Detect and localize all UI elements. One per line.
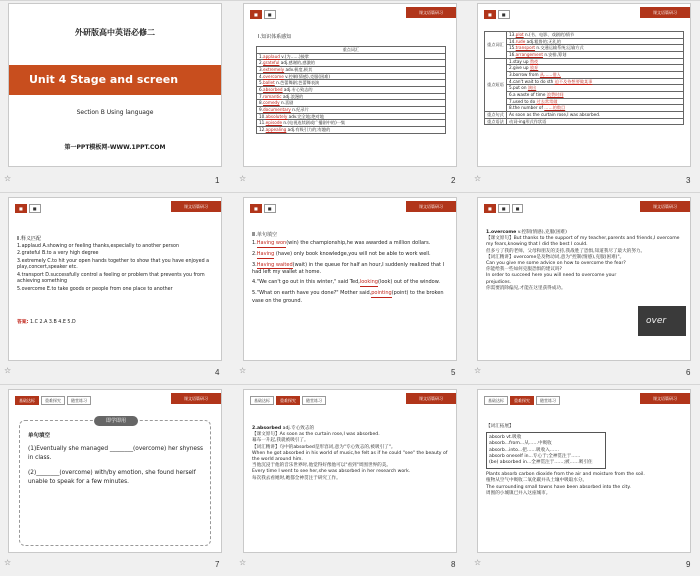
item-number: 3.	[259, 67, 263, 73]
item-number: 4.	[509, 78, 513, 84]
tab-bar	[484, 396, 560, 405]
slide-heading: Ⅰ.知识体系感知	[258, 34, 292, 40]
tab-bar	[484, 10, 510, 19]
vocab-word: transport	[515, 45, 536, 51]
vocab-row	[257, 93, 446, 100]
vocab-row	[257, 113, 446, 120]
tab-marker: ■	[15, 204, 27, 213]
vocab-label: 重点词汇	[485, 32, 507, 59]
item-number: 14.	[509, 38, 516, 44]
vocab-definition: adj.专心致志的	[282, 87, 313, 93]
translation: 你能给我一些如何克服恐惧的建议吗?	[486, 267, 562, 273]
expand-heading: 【词汇拓展】	[486, 424, 514, 429]
vocab-cell	[257, 100, 446, 107]
vocab-word: plot	[515, 32, 524, 37]
vocab-word: absorbed	[263, 87, 283, 93]
vocab-row	[257, 53, 446, 60]
item-suffix: (win) the championship,he was awarded a million dollars.	[286, 240, 431, 246]
vocab-definition: adj.粗鲁的;无礼的	[525, 38, 561, 44]
tab-practice[interactable]: 随堂练习	[67, 396, 91, 405]
matching-line: 2.grateful B.to a very high degree	[17, 251, 99, 257]
tab-marker: ■	[264, 10, 276, 19]
section-banner: 课文语篇研习	[640, 393, 690, 404]
title-band	[9, 65, 221, 95]
item-number: 6.	[509, 92, 513, 98]
tab-practice[interactable]: 随堂练习	[302, 396, 326, 405]
vocab-definition: adj.浪漫的	[281, 93, 304, 99]
fill-blank-item	[252, 262, 448, 277]
explanation-line: When he got absorbed in his world of music,he felt as if he could "see" the beauty of the world around him.	[252, 450, 448, 462]
star-icon[interactable]: ☆	[4, 366, 12, 375]
item-number: 1.	[509, 58, 513, 64]
image-caption: over	[646, 316, 667, 326]
vocab-word: rude	[515, 38, 526, 44]
phrase-row	[485, 92, 684, 99]
vocab-definition: n.纪录片	[290, 107, 309, 113]
vocab-word: applaud	[263, 53, 280, 59]
vocab-cell	[507, 32, 684, 39]
tab-bar	[484, 204, 523, 213]
slide-number: 7	[215, 560, 220, 569]
item-number: 1.	[259, 53, 263, 59]
fill-blank-item	[252, 279, 448, 287]
vocab-definition: n.交通运输系统;运输方式	[535, 45, 584, 51]
slide-number: 3	[686, 176, 691, 185]
star-icon[interactable]: ☆	[474, 558, 482, 567]
phrase-answer: 放弃	[529, 65, 539, 71]
phrase-text: the number of	[513, 105, 545, 111]
explanation-line: 每次我去看她时,她都全神贯注于研究工作。	[252, 475, 341, 481]
tab-marker: ■	[250, 10, 262, 19]
expansion-item: absorb...into...把……吸收入……	[489, 447, 559, 453]
tab-bar	[15, 396, 91, 405]
vocab-row	[485, 45, 684, 52]
item-suffix: (wait) in the queue for half an hour,I suddenly realized that I had left my wallet at home.	[252, 261, 445, 276]
item-number: 13.	[509, 32, 516, 37]
vocab-word: appealing	[265, 127, 287, 133]
item-number: 8.	[509, 105, 513, 111]
item-number: 7.	[259, 93, 263, 99]
vocab-row	[257, 87, 446, 94]
vocab-definition: adj.感谢的,感激的	[279, 60, 315, 66]
vocab-definition: adj.有吸引力的;有趣的	[286, 127, 331, 133]
phrase-label: 重点短语	[485, 58, 507, 111]
translation: 但多亏了我的老师、父母和朋友的支持,我战胜了恐惧,知道我尽了最大的努力。	[486, 248, 646, 254]
vocab-word: romantic	[263, 93, 282, 99]
vocab-cell	[257, 127, 446, 134]
slide-heading: Ⅱ.释义匹配	[17, 236, 42, 242]
vocab-row	[257, 120, 446, 127]
phrase-cell	[507, 105, 684, 112]
translation: 你需要消除偏见,才能在这里获得成功。	[486, 285, 566, 291]
content-block	[486, 424, 684, 497]
slide-number: 5	[451, 368, 456, 377]
matching-line: 5.overcome E.to take goods or people from one place to another	[17, 286, 173, 292]
phrase-cell	[507, 92, 684, 99]
tab-marker: ■	[264, 204, 276, 213]
vocab-row	[257, 80, 446, 87]
tab-key-points[interactable]: 重难探究	[510, 396, 534, 405]
vocab-row	[257, 67, 446, 74]
vocab-row	[257, 107, 446, 114]
phrase-text: stay up	[513, 58, 530, 64]
phrase-row	[485, 105, 684, 112]
vocab-table	[256, 46, 446, 134]
tab-marker: ■	[512, 204, 524, 213]
vocab-word: documentary	[263, 107, 291, 113]
vocab-row	[257, 127, 446, 134]
vocab-word: ballet	[263, 80, 275, 86]
tab-foundation[interactable]: 基础达标	[15, 396, 39, 405]
section-banner: 课文语篇研习	[406, 393, 456, 404]
vocab-row	[257, 100, 446, 107]
phrase-cell	[507, 85, 684, 92]
slide-number: 2	[451, 176, 456, 185]
slide-number: 6	[686, 368, 691, 377]
star-icon[interactable]: ☆	[4, 558, 12, 567]
phrase-cell	[507, 98, 684, 105]
vocab-cell	[257, 93, 446, 100]
translation: 周围的小城镇已并入这座城市。	[486, 490, 551, 496]
slide-thumbnail-2[interactable]	[243, 3, 457, 167]
vocab-word: extremely	[263, 67, 285, 73]
explanation-line: 当他沉浸于他的音乐世界时,他觉得好像他可以"看到"周围世界的美。	[252, 463, 391, 469]
vocab-word: grateful	[263, 60, 280, 66]
item-number: 10.	[259, 113, 266, 119]
section-banner: 课文语篇研习	[171, 201, 221, 212]
item-number: 6.	[259, 87, 263, 93]
item-number: 9.	[259, 107, 263, 113]
tab-bar	[250, 10, 276, 19]
answer-label: 答案:	[17, 320, 29, 325]
tab-marker: ■	[484, 10, 496, 19]
fill-blank-list	[252, 240, 448, 307]
vocab-definition: n.(书、电影、戏剧的)情节	[523, 32, 575, 37]
expansion-item: absorb vt.吸收	[489, 435, 522, 441]
answer-line	[17, 320, 76, 326]
slide-thumbnail-5[interactable]	[243, 197, 457, 361]
expansion-item: absorb...from...从……中吸收	[489, 441, 552, 447]
matching-line: 4.transport D.successfully control a feeling or problem that prevents you from achieving something	[17, 272, 205, 285]
phrase-answer: 浪费时间	[546, 92, 564, 98]
slide-thumbnail-7[interactable]	[8, 389, 222, 553]
section-banner: 课文语篇研习	[406, 7, 456, 18]
explanation: 【词汇精讲】overcome是及物动词,意为"控制(情感),克服(困难)"。	[486, 254, 625, 260]
expansion-item: absorb oneself in...专心于;全神贯注于……	[489, 453, 581, 459]
vocab-cell	[257, 67, 446, 74]
explanation-line: Every time I went to see her,she was absorbed in her research work.	[252, 469, 411, 475]
exercise-item-2: (2)________(overcome) with/by emotion, she found herself unable to speak for a few minutes.	[28, 470, 196, 486]
content-block	[486, 230, 684, 292]
tab-marker: ■	[498, 204, 510, 213]
item-prefix: 4."We can't go out in this winter," said Ted,	[252, 279, 360, 285]
matching-list	[17, 244, 213, 294]
vocab-word: arrangement	[515, 52, 544, 58]
vocab-definition: v.控制(情感),克服(困难)	[283, 73, 330, 79]
example-sentence: In order to succeed here you will need to overcome your prejudices.	[486, 273, 617, 285]
phrase-answer: 过去常常做	[536, 98, 558, 104]
vocab-row	[257, 73, 446, 80]
tab-foundation[interactable]: 基础达标	[484, 396, 508, 405]
illustration-image	[638, 306, 686, 336]
slide-number: 1	[215, 176, 220, 185]
example-sentence: Plants absorb carbon dioxide from the air and moisture from the soil.	[486, 472, 645, 478]
tab-marker: ■	[498, 10, 510, 19]
phrase-row	[485, 72, 684, 79]
content-block	[252, 426, 450, 482]
vocab-row	[485, 38, 684, 45]
vocab-definition: n.(电视连续剧或广播剧中的)一集	[282, 120, 346, 126]
vocab-definition: n.喜剧	[279, 100, 294, 106]
tab-foundation[interactable]: 基础达标	[250, 396, 274, 405]
phrase-answer: ……的数目	[544, 105, 566, 111]
star-icon[interactable]: ☆	[474, 174, 482, 183]
answer-blank: pointing	[371, 289, 392, 296]
slide-thumbnail-8[interactable]	[243, 389, 457, 553]
original-sentence: 【课文原句】But thanks to the support of my teacher,parents and friends,I overcome my fears,knowing that I did the best I could.	[486, 236, 680, 248]
exercise-box	[19, 420, 211, 546]
explanation-list	[252, 432, 450, 482]
tab-key-points[interactable]: 重难探究	[41, 396, 65, 405]
phrase-cell	[507, 78, 684, 85]
item-number: 2.	[259, 60, 263, 66]
matching-line: 1.applaud A.showing or feeling thanks,especially to another person	[17, 244, 180, 249]
item-number: 2.	[509, 65, 513, 71]
matching-line: 3.extremely C.to hit your open hands together to show that you have enjoyed a play,concert,speaker etc.	[17, 258, 210, 271]
explanation-line: 【词汇精讲】句中的absorbed是形容词,意为"专心致志的,被吸引了"。	[252, 444, 396, 450]
unit-title: Unit 4 Stage and screen	[29, 73, 179, 86]
vocab-definition: n.芭蕾舞剧;芭蕾舞表演	[274, 80, 320, 86]
item-number: 5.	[259, 80, 263, 86]
phrase-row	[485, 65, 684, 72]
expansion-box	[486, 432, 606, 469]
phrase-row	[485, 78, 684, 85]
vocab-cell	[257, 80, 446, 87]
slide-thumbnail-9[interactable]	[477, 389, 691, 553]
slide-number: 8	[451, 560, 456, 569]
section-banner: 课文语篇研习	[640, 201, 690, 212]
answer-blank: looking	[359, 279, 378, 285]
pill-label: 即学即用	[94, 416, 138, 426]
sentence-label: 重点句式	[485, 112, 507, 119]
item-number: 7.	[509, 98, 513, 104]
word-title: 1.overcome	[486, 230, 517, 235]
item-number: 5.	[509, 85, 513, 91]
phrase-text: a waste of time	[513, 92, 547, 98]
example-sentence: The surrounding small towns have been absorbed into the city.	[486, 484, 631, 490]
group-label: 重点词汇	[257, 47, 446, 54]
expansion-item: (be) absorbed in...全神贯注于……;被……吸引住	[489, 459, 593, 465]
item-suffix: (point) to the broken vase on the ground.	[252, 289, 444, 304]
phrase-cell	[507, 65, 684, 72]
answer-blank: Having waited	[256, 261, 293, 268]
answer-key: 1.C 2.A 3.B 4.E 5.D	[30, 320, 76, 325]
slide-thumbnail-3[interactable]	[477, 3, 691, 167]
translation: 植物从空气中吸收二氧化碳并从土壤中吸取水分。	[486, 478, 588, 484]
answer-blank: Having won	[256, 240, 287, 246]
item-prefix: 2.	[252, 250, 257, 257]
slide-thumbnail-6[interactable]	[477, 197, 691, 361]
phrase-answer: 熬夜	[529, 58, 539, 64]
answer-blank: Having	[256, 250, 275, 257]
vocab-cell	[507, 38, 684, 45]
phrase-cell	[507, 72, 684, 79]
vocab-cell	[257, 60, 446, 67]
vocab-definition: n.安排,筹划	[543, 52, 567, 58]
vocab-word: episode	[265, 120, 283, 126]
phrase-answer: 迫不及待想要做某事	[554, 78, 593, 84]
section-label: Section B Using language	[76, 109, 154, 116]
vocab-definition: adv.极度,极其	[284, 67, 313, 73]
star-icon[interactable]: ☆	[4, 174, 12, 183]
slide-thumbnail-1[interactable]	[8, 3, 222, 167]
phrase-text: can't wait to do sth	[513, 78, 555, 84]
subject-title: 外研版高中英语必修二	[75, 28, 155, 37]
vocab-cell	[257, 73, 446, 80]
exercise-heading: 单句填空	[28, 433, 51, 439]
vocab-row	[485, 52, 684, 59]
item-suffix: (look) out of the window.	[377, 279, 440, 285]
vocab-definition: v.(为……)鼓掌	[279, 53, 309, 59]
key-grammar: 动词-ing形式作状语	[507, 118, 684, 125]
slide-number: 9	[686, 560, 691, 569]
section-banner: 课文语篇研习	[171, 393, 221, 404]
word-title: 2.absorbed	[252, 426, 282, 431]
phrase-text: borrow from	[513, 72, 540, 78]
item-prefix: 5."What on earth have you done?" Mother said,	[252, 289, 372, 296]
explanation-line: 【课文原句】As soon as the curtain rose,I was absorbed.	[252, 432, 380, 438]
phrase-row	[485, 98, 684, 105]
item-number: 3.	[509, 72, 513, 78]
vocab-cell	[507, 45, 684, 52]
tab-key-points[interactable]: 重难探究	[276, 396, 300, 405]
star-icon[interactable]: ☆	[474, 366, 482, 375]
phrase-cell	[507, 58, 684, 65]
vocab-word: overcome	[263, 73, 284, 79]
phrase-answer: 从……借入	[539, 72, 561, 78]
phrase-text: give up	[513, 65, 530, 71]
item-number: 16.	[509, 52, 516, 58]
vocab-definition: adv.完全地;绝对地	[287, 113, 324, 119]
slide-heading: Ⅲ.单句填空	[252, 232, 278, 238]
vocab-cell	[257, 53, 446, 60]
exercise-item-1: (1)Eventually she managed ________(overcome) her shyness in class.	[28, 446, 204, 462]
vocab-row	[257, 60, 446, 67]
item-prefix: 1.	[252, 240, 257, 246]
tab-marker: ■	[484, 204, 496, 213]
phrase-row	[485, 85, 684, 92]
star-icon[interactable]: ☆	[239, 366, 247, 375]
fill-blank-item	[252, 290, 448, 305]
tab-marker: ■	[29, 204, 41, 213]
key-sentence: As soon as the curtain rose,I was absorbed.	[507, 112, 684, 119]
tab-bar	[250, 204, 276, 213]
star-icon[interactable]: ☆	[239, 174, 247, 183]
vocab-row	[485, 32, 684, 39]
slide-number: 4	[215, 368, 220, 377]
item-number: 11.	[259, 120, 266, 126]
vocab-cell	[257, 120, 446, 127]
item-prefix: 3.	[252, 261, 257, 268]
tab-bar	[15, 204, 41, 213]
star-icon[interactable]: ☆	[239, 558, 247, 567]
example-sentence: Can you give me some advice on how to overcome the fear?	[486, 260, 626, 266]
phrase-table	[484, 31, 684, 125]
vocab-cell	[507, 52, 684, 59]
item-number: 4.	[259, 73, 263, 79]
slide-thumbnail-4[interactable]	[8, 197, 222, 361]
vocab-cell	[257, 87, 446, 94]
fill-blank-item	[252, 240, 448, 248]
fill-blank-item	[252, 251, 448, 259]
item-number: 12.	[259, 127, 266, 133]
item-number: 15.	[509, 45, 516, 51]
vocab-cell	[257, 107, 446, 114]
tab-bar	[250, 396, 326, 405]
word-definition: v.控制(情感),克服(困难)	[517, 230, 567, 235]
vocab-word: absolutely	[265, 113, 288, 119]
item-number: 8.	[259, 100, 263, 106]
phrase-row	[485, 58, 684, 65]
word-definition: adj.专心致志的	[282, 426, 315, 431]
tab-marker: ■	[250, 204, 262, 213]
phrase-answer: 演出	[527, 85, 537, 91]
tab-practice[interactable]: 随堂练习	[536, 396, 560, 405]
phrase-text: put on	[513, 85, 528, 91]
phrase-text: used to do	[513, 98, 537, 104]
footer-text: 第一PPT模板网-WWW.1PPT.COM	[64, 144, 166, 151]
explanation-line: 幕布一升起,我就被吸引了。	[252, 438, 309, 444]
section-banner: 课文语篇研习	[406, 201, 456, 212]
section-banner: 课文语篇研习	[640, 7, 690, 18]
vocab-cell	[257, 113, 446, 120]
vocab-word: comedy	[263, 100, 280, 106]
item-suffix: (have) only book knowledge,you will not be able to work well.	[274, 250, 431, 257]
grammar-label: 重点语法	[485, 118, 507, 125]
